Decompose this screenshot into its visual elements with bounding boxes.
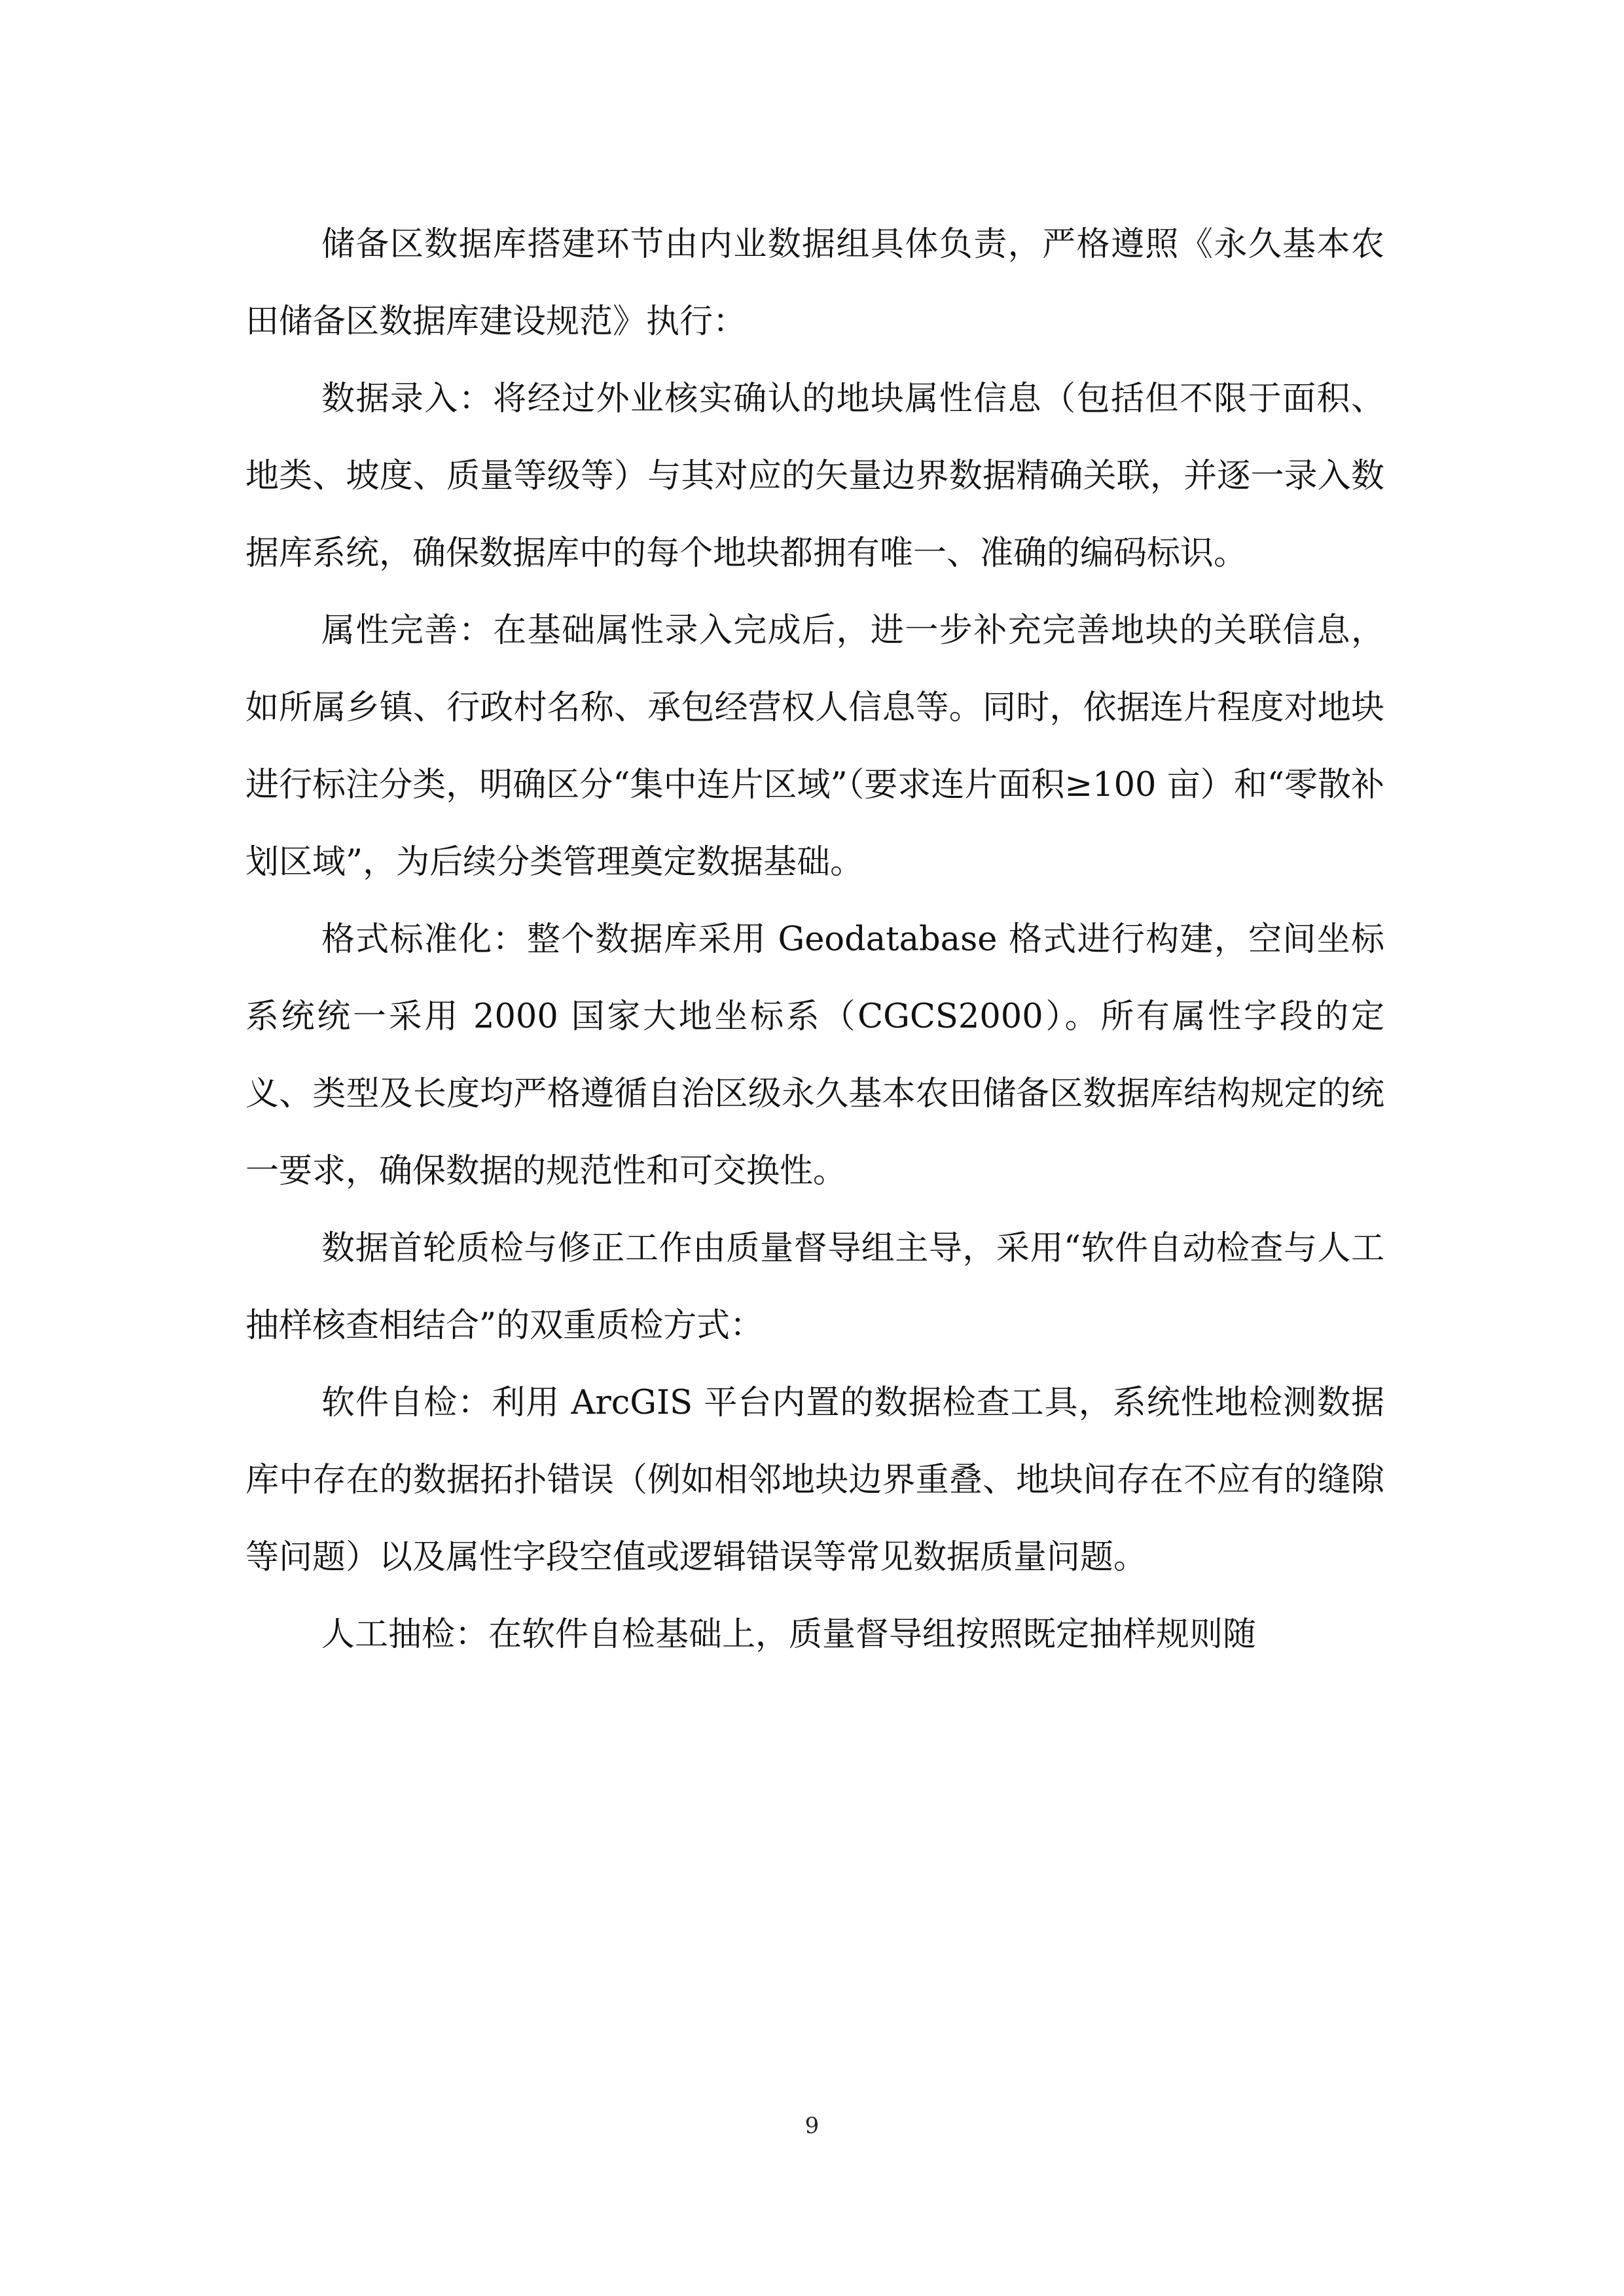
paragraph-database-construction: 储备区数据库搭建环节由内业数据组具体负责，严格遵照《永久基本农田储备区数据库建设规范》执行：: [245, 225, 1384, 341]
paragraph-quality-inspection: 数据首轮质检与修正工作由质量督导组主导，采用“软件自动检查与人工抽样核查相结合”的双重质检方式：: [245, 1229, 1384, 1345]
page-number: 9: [804, 2113, 820, 2139]
paragraph-attribute-completion: 属性完善：在基础属性录入完成后，进一步补充完善地块的关联信息，如所属乡镇、行政村名称、承包经营权人信息等。同时，依据连片程度对地块进行标注分类，明确区分“集中连片区域”（要求连片面积≥100 亩）和“零散补划区域”，为后续分类管理奠定数据基础。: [245, 611, 1384, 882]
paragraph-data-entry: 数据录入：将经过外业核实确认的地块属性信息（包括但不限于面积、地类、坡度、质量等级等）与其对应的矢量边界数据精确关联，并逐一录入数据库系统，确保数据库中的每个地块都拥有唯一、准确的编码标识。: [245, 380, 1384, 573]
paragraph-software-check: 软件自检：利用 ArcGIS 平台内置的数据检查工具，系统性地检测数据库中存在的数据拓扑错误（例如相邻地块边界重叠、地块间存在不应有的缝隙等问题）以及属性字段空值或逻辑错误等常见数据质量问题。: [245, 1384, 1384, 1577]
paragraph-manual-sampling: 人工抽检：在软件自检基础上，质量督导组按照既定抽样规则随: [321, 1615, 1257, 1654]
paragraph-format-standardization: 格式标准化：整个数据库采用 Geodatabase 格式进行构建，空间坐标系统统一采用 2000 国家大地坐标系（CGCS2000）。所有属性字段的定义、类型及长度均严格遵循自治区级永久基本农田储备区数据库结构规定的统一要求，确保数据的规范性和可交换性。: [245, 920, 1384, 1191]
body-text: [245, 206, 1384, 1674]
